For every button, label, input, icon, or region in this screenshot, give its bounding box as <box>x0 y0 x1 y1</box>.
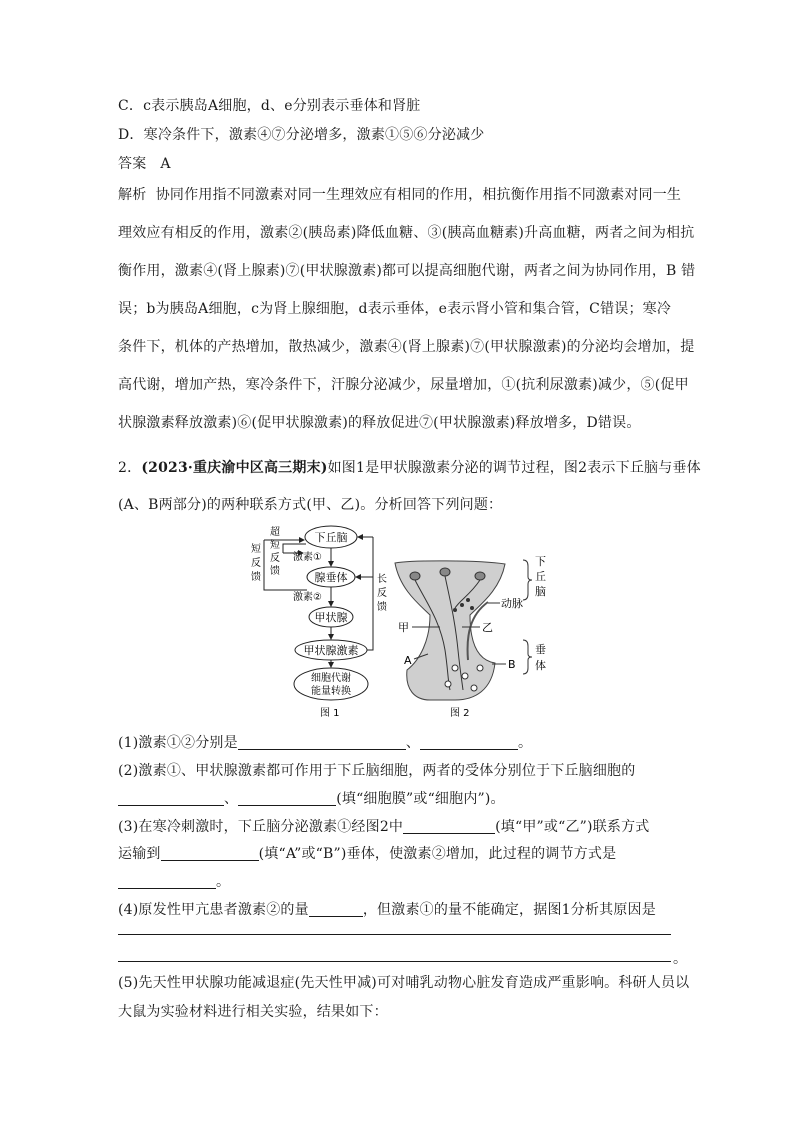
svg-text:反: 反 <box>270 553 280 564</box>
figure-2-anatomy <box>395 555 546 719</box>
hormone-1-label: 激素① <box>293 552 322 563</box>
sub-question-3-line1: (3)在寒冷刺激时，下丘脑分泌激素①经图2中 (填“甲”或“乙”)联系方式 <box>118 819 650 835</box>
part-a-label: A <box>404 654 412 667</box>
question-2-stem: 2．(2023·重庆渝中区高三期末)如图1是甲状腺激素分泌的调节过程，图2表示下丘脑与垂体 <box>118 460 701 476</box>
node-metabolism-line2: 能量转换 <box>311 686 351 697</box>
sub-question-2-line1: (2)激素①、甲状腺激素都可作用于下丘脑细胞，两者的受体分别位于下丘脑细胞的 <box>118 763 636 779</box>
svg-text:反: 反 <box>251 558 261 569</box>
option-d: D．寒冷条件下，激素④⑦分泌增多，激素①⑤⑥分泌减少 <box>118 127 485 143</box>
pathway-yi-label: 乙 <box>482 621 493 634</box>
node-hypothalamus-label: 下丘脑 <box>314 531 348 544</box>
analysis-line-7: 状腺激素释放激素)⑥(促甲状腺激素)的释放促进⑦(甲状腺激素)释放增多，D错误。 <box>118 415 641 431</box>
answer-line[interactable] <box>118 934 671 935</box>
answer-blank[interactable] <box>118 874 216 889</box>
svg-text:丘: 丘 <box>535 570 546 583</box>
svg-text:垂: 垂 <box>535 643 546 656</box>
answer-blank[interactable] <box>420 735 518 750</box>
svg-text:短: 短 <box>270 540 280 551</box>
sub-question-3-line2: 运输到 (填“A”或“B”)垂体，使激素②增加，此过程的调节方式是 <box>118 846 617 862</box>
answer-blank[interactable] <box>118 791 224 806</box>
sub-question-3-line3: 。 <box>118 871 230 891</box>
answer-blank[interactable] <box>403 819 495 834</box>
node-thyroid-label: 甲状腺 <box>314 611 348 624</box>
node-pituitary-label: 腺垂体 <box>314 571 348 584</box>
svg-text:下: 下 <box>535 555 546 568</box>
svg-text:脑: 脑 <box>535 585 546 598</box>
sub-question-2-line2: 、 (填“细胞膜”或“细胞内”)。 <box>118 788 505 808</box>
answer-blank[interactable] <box>309 902 363 917</box>
sub-question-4-line1: (4)原发性甲亢患者激素②的量 ，但激素①的量不能确定，据图1分析其原因是 <box>118 902 656 918</box>
sub-question-1: (1)激素①②分别是 、 。 <box>118 735 533 751</box>
node-metabolism-line1: 细胞代谢 <box>311 673 351 684</box>
neuron-body <box>440 568 450 576</box>
node-thyroid-hormone-label: 甲状腺激素 <box>303 644 359 657</box>
sub-question-5-line2: 大鼠为实验材料进行相关实验，结果如下： <box>118 1004 388 1020</box>
analysis-line-3: 衡作用，激素④(肾上腺素)⑦(甲状腺激素)都可以提高细胞代谢，两者之间为协同作用，B 错 <box>118 263 696 279</box>
part-b-label: B <box>508 658 516 671</box>
figure-1-flowchart <box>251 525 387 719</box>
figure-2-caption: 图 2 <box>450 708 470 719</box>
svg-text:长: 长 <box>377 574 387 585</box>
answer-blank[interactable] <box>238 735 406 750</box>
analysis-line-1: 解析 协同作用指不同激素对同一生理效应有相同的作用，相抗衡作用指不同激素对同一生 <box>118 187 682 203</box>
hormone-2-label: 激素② <box>293 592 322 603</box>
answer-blank[interactable] <box>238 791 336 806</box>
pathway-jia-label: 甲 <box>398 621 409 634</box>
neuron-body <box>475 572 485 580</box>
question-source: (2023·重庆渝中区高三期末) <box>141 460 328 476</box>
figure-1-caption: 图 1 <box>320 708 340 719</box>
short-feedback-label <box>251 543 261 583</box>
pituitary-label <box>535 643 546 672</box>
svg-text:馈: 馈 <box>377 602 387 613</box>
analysis-line-5: 条件下，机体的产热增加，散热减少，激素④(肾上腺素)⑦(甲状腺激素)的分泌均会增加，提 <box>118 339 695 355</box>
analysis-line-2: 理效应有相反的作用，激素②(胰岛素)降低血糖、③(胰高血糖素)升高血糖，两者之间为相抗 <box>118 225 695 241</box>
answer-line[interactable] <box>118 961 671 962</box>
svg-text:短: 短 <box>251 544 261 555</box>
svg-text:超: 超 <box>270 527 280 538</box>
ultra-short-feedback-label <box>270 525 280 577</box>
option-c: C．c表示胰岛A细胞，d、e分别表示垂体和肾脏 <box>118 98 421 114</box>
svg-text:反: 反 <box>377 588 387 599</box>
artery-label: 动脉 <box>501 597 523 610</box>
long-feedback-label <box>377 573 387 613</box>
sub-question-4-end: 。 <box>673 951 688 967</box>
analysis-line-6: 高代谢，增加产热，寒冷条件下，汗腺分泌减少，尿量增加，①(抗利尿激素)减少，⑤(促甲 <box>118 377 689 393</box>
analysis-label: 解析 <box>118 187 147 203</box>
answer-value: A <box>160 156 171 172</box>
analysis-line-4: 误；b为胰岛A细胞，c为肾上腺细胞，d表示垂体，e表示肾小管和集合管，C错误；寒冷 <box>118 301 672 317</box>
svg-text:馈: 馈 <box>270 566 280 577</box>
svg-text:馈: 馈 <box>251 572 261 583</box>
answer-label: 答案 <box>118 156 147 172</box>
question-2-stem-line2: (A、B两部分)的两种联系方式(甲、乙)。分析回答下列问题： <box>118 497 503 513</box>
svg-text:体: 体 <box>535 659 546 672</box>
neuron-body <box>410 572 420 580</box>
answer-blank[interactable] <box>161 846 259 861</box>
hypothalamus-label <box>535 555 546 598</box>
sub-question-5-line1: (5)先天性甲状腺功能减退症(先天性甲减)可对哺乳动物心脏发育造成严重影响。科研人员以 <box>118 975 690 991</box>
